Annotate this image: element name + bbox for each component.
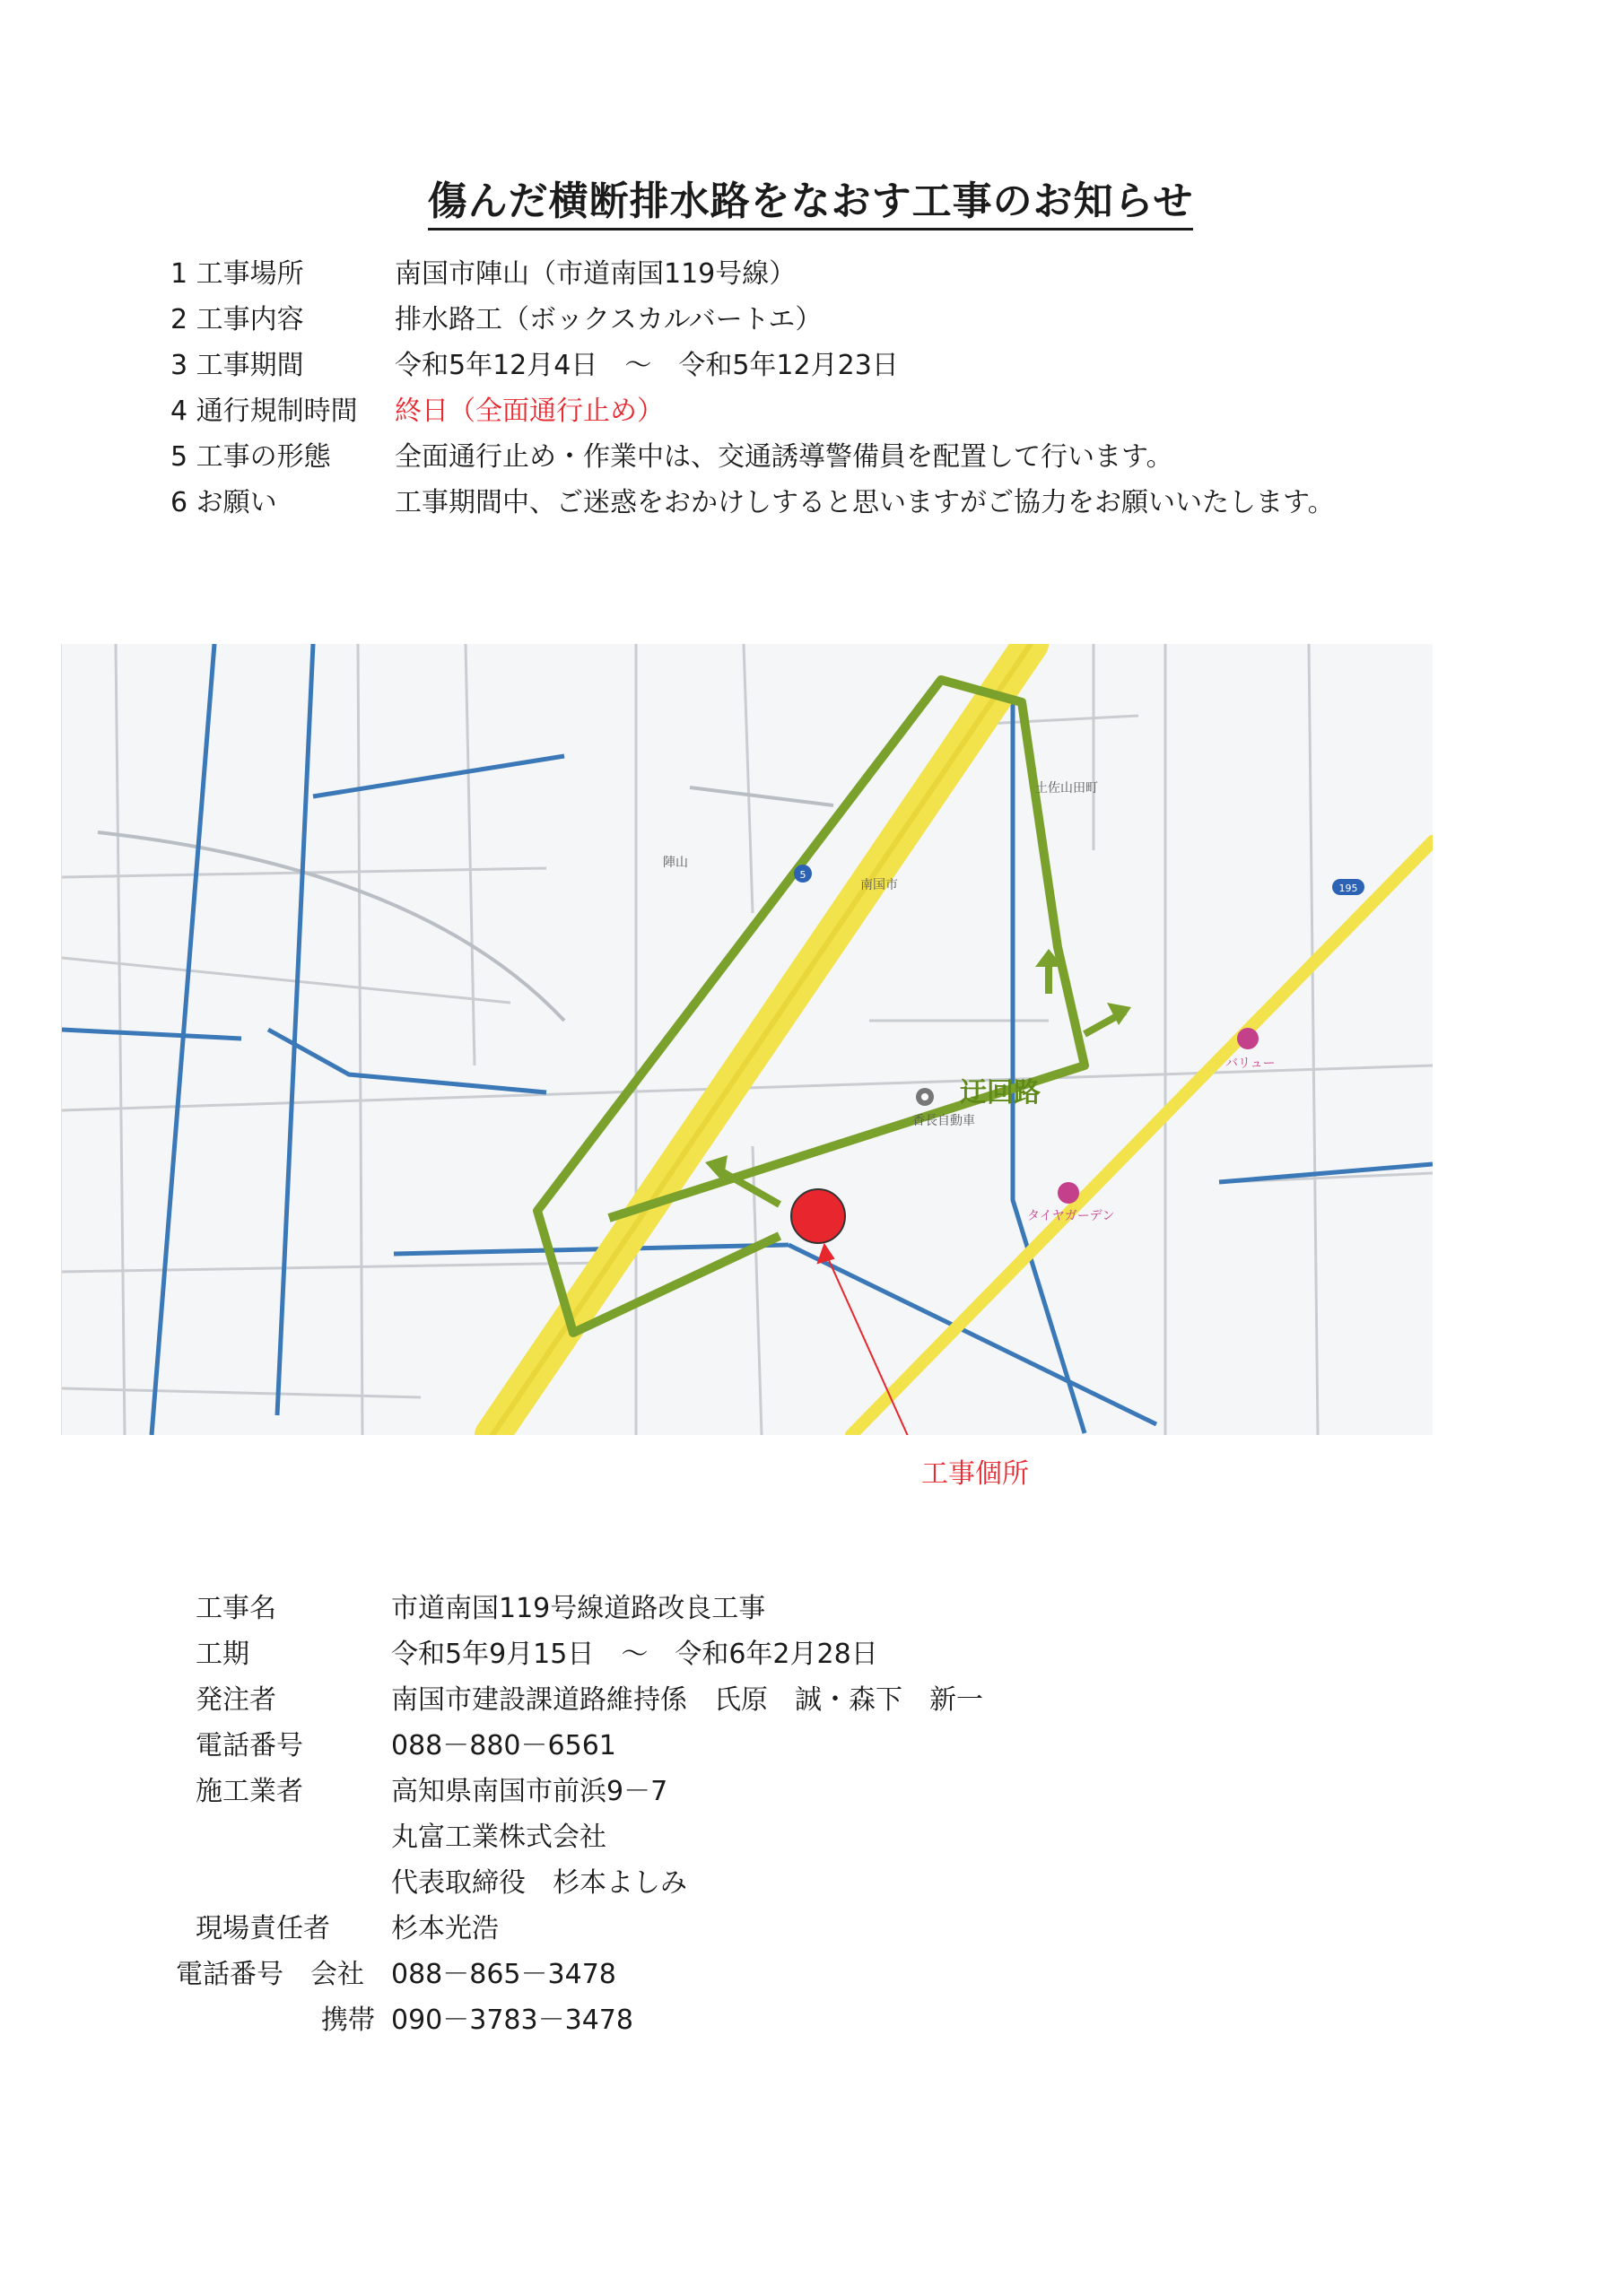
info-key: 電話番号 (196, 1730, 303, 1761)
road-sign-icon (794, 865, 812, 883)
info-value: 088－880－6561 (391, 1730, 616, 1761)
info-value: 南国市建設課道路維持係 氏原 誠・森下 新一 (391, 1684, 983, 1716)
detour-map (61, 644, 1433, 1435)
info-value: 市道南国119号線道路改良工事 (391, 1593, 766, 1624)
info-value: 杉本光浩 (391, 1913, 499, 1944)
info-value: 丸富工業株式会社 (391, 1822, 606, 1853)
info-key: 工事名 (196, 1593, 276, 1624)
info-key: 電話番号 会社 (176, 1959, 364, 1990)
info-value: 088－865－3478 (391, 1959, 616, 1990)
route-shield-icon (1332, 879, 1364, 895)
item-value: 南国市陣山（市道南国119号線） (395, 258, 797, 290)
route-number: 195 (1338, 883, 1358, 894)
map-label-tosa-yamada: 土佐山田町 (1035, 781, 1098, 796)
notice-title-text: 傷んだ横断排水路をなおす工事のお知らせ (428, 178, 1194, 230)
info-value: 代表取締役 杉本よしみ (391, 1867, 687, 1899)
item-label: 6 お願い (170, 487, 277, 518)
info-key: 工期 (196, 1639, 249, 1670)
curved-road (98, 787, 833, 1021)
item-value: 終日（全面通行止め） (395, 396, 664, 427)
item-label: 1 工事場所 (170, 258, 304, 290)
map-label-shop-2: タイヤガーデン (1027, 1209, 1115, 1223)
item-value: 工事期間中、ご迷惑をおかけしすると思いますがご協力をお願いいたします。 (395, 487, 1335, 518)
map-label-shop-1: 香長自動車 (912, 1114, 975, 1128)
map-label-jinyama: 陣山 (663, 856, 688, 870)
info-key: 現場責任者 (196, 1913, 330, 1944)
worksite-callout: 工事個所 (921, 1458, 1029, 1490)
info-value: 令和5年9月15日 ～ 令和6年2月28日 (391, 1639, 878, 1670)
item-label: 2 工事内容 (170, 304, 304, 335)
info-key: 施工業者 (196, 1776, 303, 1807)
info-key: 発注者 (196, 1684, 276, 1716)
map-pin-icon (1058, 1182, 1079, 1204)
item-value: 排水路工（ボックスカルバートエ） (395, 304, 823, 335)
worksite-marker (791, 1189, 845, 1243)
map-pin-icon (1237, 1028, 1259, 1049)
item-label: 4 通行規制時間 (170, 396, 358, 427)
item-label: 5 工事の形態 (170, 441, 331, 473)
item-value: 全面通行止め・作業中は、交通誘導警備員を配置して行います。 (395, 441, 1173, 473)
notice-title (0, 169, 1621, 226)
map-label-shop-3: バリュー (1225, 1057, 1276, 1071)
item-label: 3 工事期間 (170, 350, 304, 381)
info-value: 090－3783－3478 (391, 2005, 633, 2036)
info-key: 携帯 (321, 2005, 375, 2036)
item-value: 令和5年12月4日 ～ 令和5年12月23日 (395, 350, 899, 381)
map-label-nankoku: 南国市 (860, 878, 898, 892)
detour-label: 迂回路 (960, 1077, 1041, 1109)
highways (492, 644, 1433, 1435)
info-value: 高知県南国市前浜9－7 (391, 1776, 668, 1807)
worksite-arrow-icon (818, 1245, 919, 1435)
road-sign-number: 5 (799, 869, 806, 881)
